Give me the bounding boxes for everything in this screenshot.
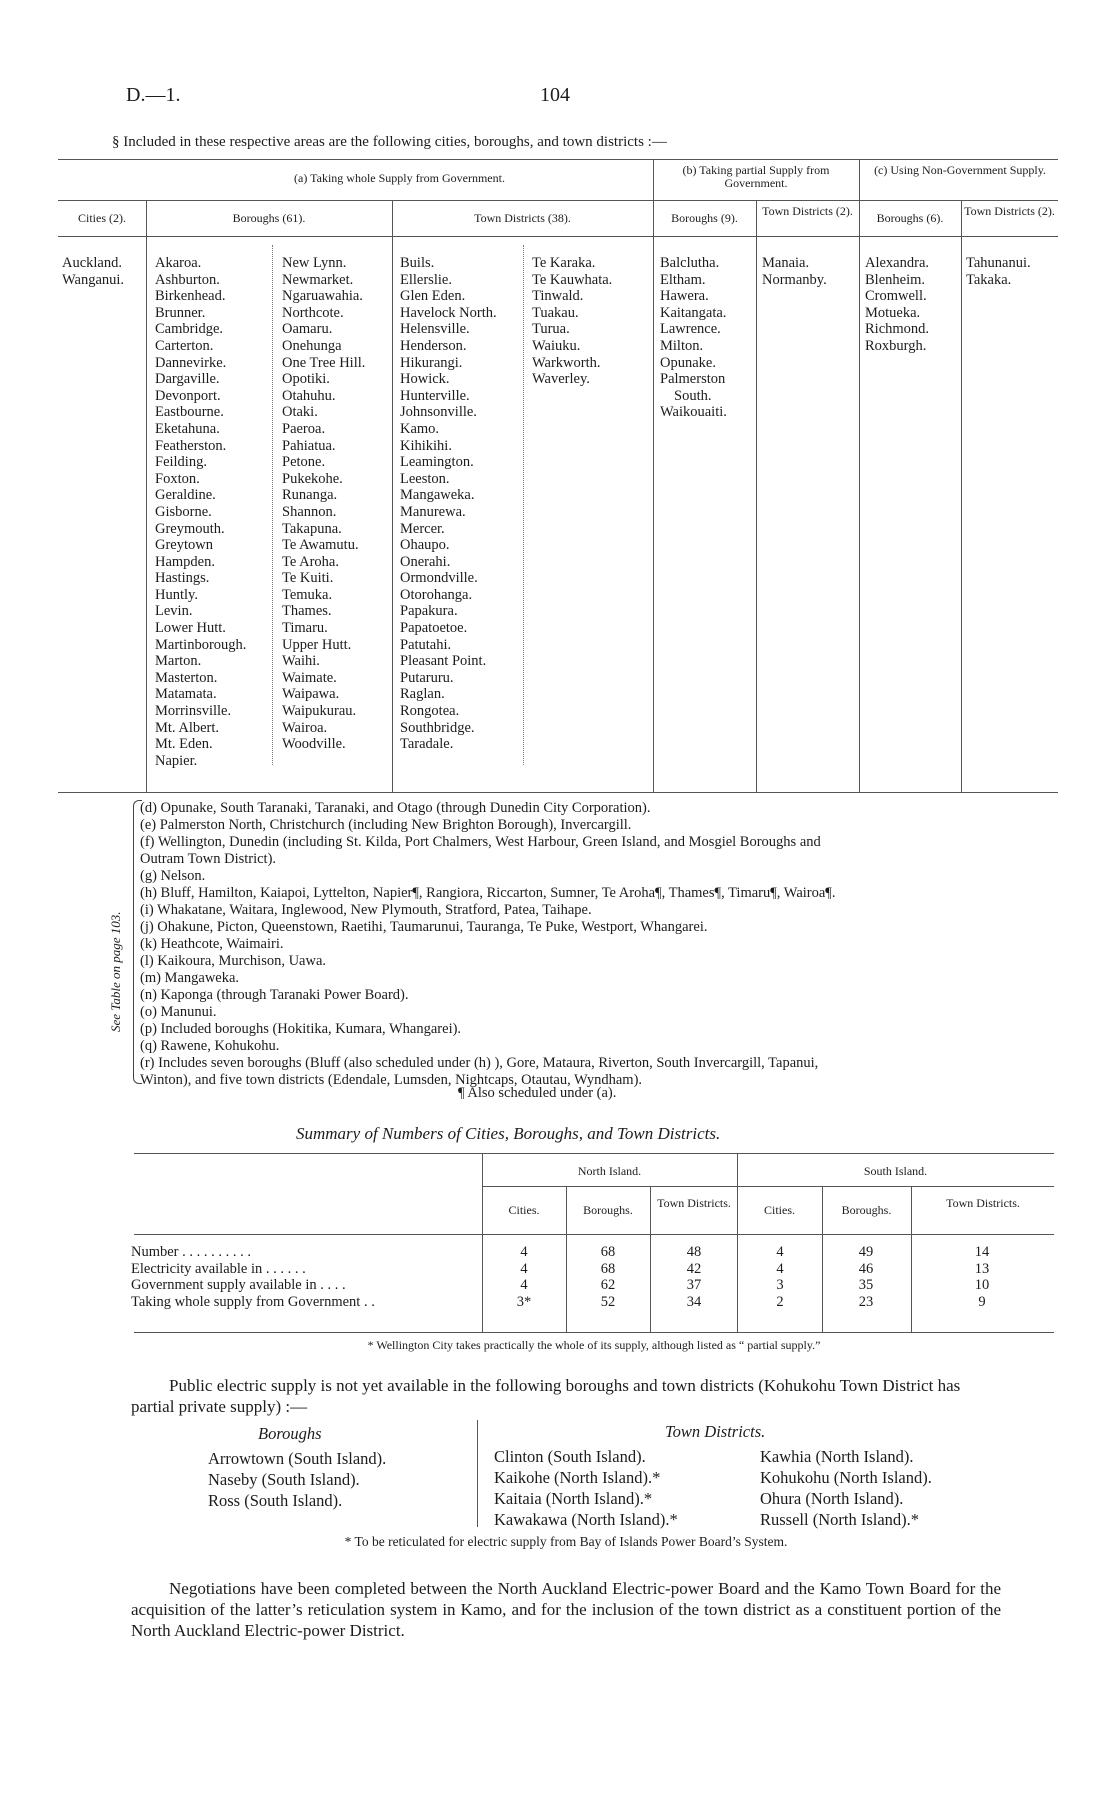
list-item: Cambridge.	[155, 321, 224, 338]
c-towns-list	[966, 255, 1031, 288]
list-item: Rongotea.	[400, 703, 460, 720]
list-item: Hastings.	[155, 570, 210, 587]
list-item: Ellerslie.	[400, 271, 452, 288]
summary-cell: 13	[974, 1260, 990, 1277]
list-item: (j) Ohakune, Picton, Queenstown, Raetihi, Taumarunui, Tauranga, Te Puke, Westport, Whangarei.	[140, 919, 708, 935]
list-item: Birkenhead.	[155, 288, 226, 305]
boroughs-heading: Boroughs	[258, 1424, 322, 1443]
list-item: Woodville.	[282, 736, 346, 753]
list-item: (k) Heathcote, Waimairi.	[140, 936, 284, 952]
list-item: Otaki.	[282, 404, 318, 421]
list-item: Ngaruawahia.	[282, 288, 363, 305]
list-item: Pleasant Point.	[400, 653, 487, 670]
ni-towns-heading: Town Districts.	[657, 1196, 731, 1210]
list-item: Roxburgh.	[865, 337, 927, 354]
summary-cell: 23	[858, 1293, 874, 1310]
south-island-heading: South Island.	[863, 1164, 928, 1178]
list-item: Balclutha.	[660, 255, 720, 271]
list-item: Lawrence.	[660, 321, 721, 338]
summary-cell: 49	[858, 1244, 874, 1260]
list-item: Gisborne.	[155, 503, 212, 520]
list-item: Helensville.	[400, 321, 470, 338]
list-item: Napier.	[155, 752, 198, 769]
col-towns-heading: Town Districts (38).	[474, 211, 571, 225]
list-item: Ohura (North Island).	[760, 1489, 904, 1508]
list-item: Waipawa.	[282, 686, 340, 703]
list-item: Mercer.	[400, 520, 445, 537]
list-item: (g) Nelson.	[140, 868, 206, 884]
list-item: Papatoetoe.	[400, 620, 468, 637]
list-item: Howick.	[400, 371, 450, 388]
summary-cell: 4	[520, 1260, 528, 1277]
town-districts-heading: Town Districts.	[665, 1422, 766, 1441]
list-item: (m) Mangaweka.	[140, 970, 240, 986]
list-item: Featherston.	[155, 437, 227, 454]
list-item: Petone.	[282, 454, 326, 471]
closing-paragraph: Negotiations have been completed between the North Auckland Electric-power Board and the Kamo Town Board for the acquisition of the latter’s reticulation system in Kamo, and for the inclusion of the town district as a constituent portion of the North Auckland Electric-power District.	[131, 1579, 1001, 1640]
list-item: Paeroa.	[282, 420, 326, 437]
col-cities-heading: Cities (2).	[78, 211, 126, 225]
list-item: Buils.	[400, 255, 435, 271]
list-item: Takaka.	[966, 271, 1012, 288]
summary-cell: 14	[974, 1244, 990, 1260]
list-item: Opunake.	[660, 354, 716, 371]
list-item: Feilding.	[155, 454, 207, 471]
list-item: Ashburton.	[155, 271, 220, 288]
list-item: Kaitangata.	[660, 304, 727, 321]
list-item: Southbridge.	[400, 719, 475, 736]
list-item: Hunterville.	[400, 387, 470, 404]
list-item: Wanganui.	[62, 271, 125, 288]
list-item: Eastbourne.	[155, 404, 224, 421]
ni-boroughs-heading: Boroughs.	[583, 1203, 633, 1217]
list-item: Auckland.	[62, 255, 122, 271]
list-item: Kamo.	[400, 420, 440, 437]
list-item: Martinborough.	[155, 636, 247, 653]
list-item: (p) Included boroughs (Hokitika, Kumara, Whangarei).	[140, 1021, 462, 1037]
list-item: Waiuku.	[532, 337, 581, 354]
list-item: Kaitaia (North Island).*	[494, 1489, 653, 1508]
summary-cell: 42	[686, 1260, 702, 1277]
list-item: Motueka.	[865, 304, 921, 321]
list-item: Geraldine.	[155, 487, 216, 504]
list-item: Putaruru.	[400, 669, 454, 686]
list-item: South.	[674, 387, 712, 404]
si-towns-heading: Town Districts.	[946, 1196, 1020, 1210]
list-item: (r) Includes seven boroughs (Bluff (also scheduled under (h) ), Gore, Mataura, Riverton, South Invercargill, Tapanui,	[140, 1055, 819, 1071]
list-item: Hampden.	[155, 553, 215, 570]
list-item: Levin.	[155, 603, 193, 620]
list-item: Waihi.	[282, 653, 320, 670]
col-c-towns-heading: Town Districts (2).	[964, 204, 1055, 218]
summary-cell: 68	[600, 1260, 616, 1277]
list-item: Te Kuiti.	[282, 570, 334, 587]
list-item: Wairoa.	[282, 719, 328, 736]
list-item: Arrowtown (South Island).	[208, 1449, 387, 1468]
list-item: New Lynn.	[282, 255, 347, 271]
c-boroughs-list	[865, 255, 929, 355]
list-item: Masterton.	[155, 669, 218, 686]
list-item: Warkworth.	[532, 354, 601, 371]
si-cities-heading: Cities.	[763, 1203, 795, 1217]
list-item: Te Aroha.	[282, 553, 339, 570]
list-item: Akaroa.	[155, 255, 202, 271]
list-item: Upper Hutt.	[282, 636, 352, 653]
list-item: Runanga.	[282, 487, 338, 504]
list-item: Kohukohu (North Island).	[760, 1468, 932, 1487]
document-reference: D.—1.	[126, 84, 181, 106]
na-towns-list-1	[494, 1446, 678, 1530]
list-item: Richmond.	[865, 321, 930, 338]
summary-cell: 48	[686, 1244, 702, 1260]
list-item: Glen Eden.	[400, 288, 466, 305]
list-item: Brunner.	[155, 304, 206, 321]
summary-row-label: Electricity available in . . . . . .	[131, 1260, 306, 1277]
list-item: Raglan.	[400, 686, 445, 703]
list-item: Winton), and five town districts (Edendale, Lumsden, Nightcaps, Otautau, Wyndham).	[140, 1072, 643, 1088]
summary-cell: 46	[858, 1260, 874, 1277]
list-item: Pukekohe.	[282, 470, 343, 487]
cities-list	[62, 255, 124, 288]
list-item: Patutahi.	[400, 636, 452, 653]
list-item: Te Karaka.	[532, 255, 596, 271]
summary-cell: 34	[686, 1293, 702, 1310]
list-item: Clinton (South Island).	[494, 1447, 646, 1466]
list-item: Palmerston	[660, 371, 726, 388]
list-item: Otorohanga.	[400, 586, 473, 603]
b-towns-list	[762, 255, 827, 288]
summary-row-label: Number . . . . . . . . . .	[131, 1244, 252, 1260]
list-item: Mangaweka.	[400, 487, 475, 504]
list-item: Leeston.	[400, 470, 450, 487]
list-item: Matamata.	[155, 686, 217, 703]
list-item: Dargaville.	[155, 371, 220, 388]
side-note: See Table on page 103.	[108, 911, 123, 1032]
list-item: Tinwald.	[532, 288, 584, 305]
list-item: Leamington.	[400, 454, 474, 471]
list-item: Thames.	[282, 603, 332, 620]
towns-list-1	[400, 255, 497, 753]
list-item: Tuakau.	[532, 304, 579, 321]
list-item: Te Awamutu.	[282, 537, 359, 554]
boroughs-list-2	[282, 255, 365, 753]
list-item: Greytown	[155, 537, 213, 554]
list-item: Te Kauwhata.	[532, 271, 613, 288]
list-item: Tahunanui.	[966, 255, 1031, 271]
list-item: Alexandra.	[865, 255, 930, 271]
ni-cities-heading: Cities.	[508, 1203, 540, 1217]
list-item: Otahuhu.	[282, 387, 336, 404]
list-item: Eltham.	[660, 271, 706, 288]
summary-cell: 4	[776, 1260, 784, 1277]
list-item: (n) Kaponga (through Taranaki Power Board).	[140, 987, 409, 1003]
list-item: Waverley.	[532, 371, 590, 388]
boroughs-list-1	[155, 255, 246, 769]
list-item: Outram Town District).	[140, 851, 277, 867]
summary-cell: 35	[858, 1277, 874, 1294]
list-item: Carterton.	[155, 337, 214, 354]
list-item: Opotiki.	[282, 371, 330, 388]
summary-cell: 2	[776, 1293, 784, 1310]
group-b-heading: (b) Taking partial Supply from Government.	[682, 163, 830, 190]
not-available-intro: Public electric supply is not yet available in the following boroughs and town districts (Kohukohu Town District has partial private supply) :—	[131, 1376, 961, 1416]
summary-cell: 9	[978, 1293, 986, 1310]
list-item: Waipukurau.	[282, 703, 357, 720]
list-item: Pahiatua.	[282, 437, 336, 454]
list-item: (l) Kaikoura, Murchison, Uawa.	[140, 953, 327, 969]
list-item: Devonport.	[155, 387, 221, 404]
list-item: Hawera.	[660, 288, 709, 305]
summary-cell: 37	[686, 1277, 702, 1294]
list-item: Ross (South Island).	[208, 1491, 343, 1510]
list-item: Johnsonville.	[400, 404, 477, 421]
summary-footnote: * Wellington City takes practically the whole of its supply, although listed as “ partial supply.”	[367, 1338, 821, 1352]
list-item: (h) Bluff, Hamilton, Kaiapoi, Lyttelton, Napier¶, Rangiora, Riccarton, Sumner, Te Aroha¶, Thames¶, Timaru¶, Wairoa¶.	[140, 885, 836, 901]
summary-cell: 3	[776, 1277, 784, 1294]
summary-cell: 10	[974, 1277, 990, 1294]
list-item: Shannon.	[282, 503, 337, 520]
list-item: Timaru.	[282, 620, 328, 637]
list-item: Mt. Albert.	[155, 719, 220, 736]
table-intro: § Included in these respective areas are the following cities, boroughs, and town districts :—	[112, 134, 667, 150]
list-item: Newmarket.	[282, 271, 354, 288]
list-item: (i) Whakatane, Waitara, Inglewood, New Plymouth, Stratford, Patea, Taihape.	[140, 902, 592, 918]
list-item: Hikurangi.	[400, 354, 463, 371]
list-item: Foxton.	[155, 470, 200, 487]
list-item: Russell (North Island).*	[760, 1510, 920, 1529]
summary-cell: 4	[520, 1244, 528, 1260]
list-item: Onehunga	[282, 337, 342, 354]
col-b-towns-heading: Town Districts (2).	[762, 204, 853, 218]
list-item: Waimate.	[282, 669, 337, 686]
si-boroughs-heading: Boroughs.	[841, 1203, 892, 1217]
list-item: Papakura.	[400, 603, 458, 620]
list-item: (e) Palmerston North, Christchurch (including New Brighton Borough), Invercargill.	[140, 817, 632, 833]
na-footnote: * To be reticulated for electric supply from Bay of Islands Power Board’s System.	[344, 1534, 788, 1549]
list-item: Morrinsville.	[155, 703, 232, 720]
list-item: Turua.	[532, 321, 570, 338]
summary-cell: 62	[600, 1277, 616, 1294]
list-item: Kawhia (North Island).	[760, 1447, 914, 1466]
col-c-boroughs-heading: Boroughs (6).	[876, 211, 944, 225]
summary-cell: 68	[600, 1244, 616, 1260]
list-item: Cromwell.	[865, 288, 927, 305]
list-item: Dannevirke.	[155, 354, 227, 371]
list-item: Eketahuna.	[155, 420, 220, 437]
list-item: Huntly.	[155, 586, 198, 603]
b-boroughs-list	[660, 255, 727, 421]
list-item: Onerahi.	[400, 553, 451, 570]
list-item: Kihikihi.	[400, 437, 452, 454]
list-item: Ormondville.	[400, 570, 478, 587]
na-towns-list-2	[760, 1446, 932, 1530]
list-item: Havelock North.	[400, 304, 497, 321]
list-item: Greymouth.	[155, 520, 225, 537]
list-item: Oamaru.	[282, 321, 333, 338]
also-scheduled-note: ¶ Also scheduled under (a).	[458, 1085, 617, 1101]
list-item: Takapuna.	[282, 520, 342, 537]
north-island-heading: North Island.	[577, 1164, 642, 1178]
list-item: Normanby.	[762, 271, 827, 288]
list-item: Milton.	[660, 337, 704, 354]
list-item: Marton.	[155, 653, 202, 670]
na-boroughs-list	[208, 1448, 386, 1511]
list-item: Manaia.	[762, 255, 810, 271]
list-item: Mt. Eden.	[155, 736, 213, 753]
list-item: One Tree Hill.	[282, 354, 366, 371]
list-item: Blenheim.	[865, 271, 926, 288]
list-item: Naseby (South Island).	[208, 1470, 360, 1489]
group-c-heading: (c) Using Non-Government Supply.	[874, 163, 1046, 177]
list-item: (f) Wellington, Dunedin (including St. Kilda, Port Chalmers, West Harbour, Green Island, and Mosgiel Boroughs and	[140, 834, 821, 850]
list-item: Temuka.	[282, 586, 333, 603]
list-item: (q) Rawene, Kohukohu.	[140, 1038, 280, 1054]
page-number: 104	[540, 84, 570, 106]
list-item: (d) Opunake, South Taranaki, Taranaki, and Otago (through Dunedin City Corporation).	[140, 800, 651, 816]
summary-cell: 3*	[516, 1293, 532, 1310]
list-item: Kawakawa (North Island).*	[494, 1510, 678, 1529]
summary-title: Summary of Numbers of Cities, Boroughs, and Town Districts.	[296, 1124, 721, 1143]
list-item: Taradale.	[400, 736, 454, 753]
list-item: Waikouaiti.	[660, 404, 727, 421]
summary-row-label: Taking whole supply from Government . .	[131, 1293, 375, 1310]
footnotes-list	[140, 800, 836, 1089]
summary-cell: 52	[600, 1293, 616, 1310]
towns-list-2	[532, 255, 612, 388]
list-item: Henderson.	[400, 337, 467, 354]
group-a-heading: (a) Taking whole Supply from Government.	[294, 171, 505, 185]
list-item: Manurewa.	[400, 503, 466, 520]
list-item: Ohaupo.	[400, 537, 450, 554]
summary-row-label: Government supply available in . . . .	[131, 1277, 346, 1294]
summary-cell: 4	[520, 1277, 528, 1294]
list-item: (o) Manunui.	[140, 1004, 217, 1020]
list-item: Lower Hutt.	[155, 620, 226, 637]
col-b-boroughs-heading: Boroughs (9).	[671, 211, 738, 225]
summary-cell: 4	[776, 1244, 784, 1260]
col-boroughs-heading: Boroughs (61).	[232, 211, 306, 225]
list-item: Kaikohe (North Island).*	[494, 1468, 661, 1487]
list-item: Northcote.	[282, 304, 344, 321]
